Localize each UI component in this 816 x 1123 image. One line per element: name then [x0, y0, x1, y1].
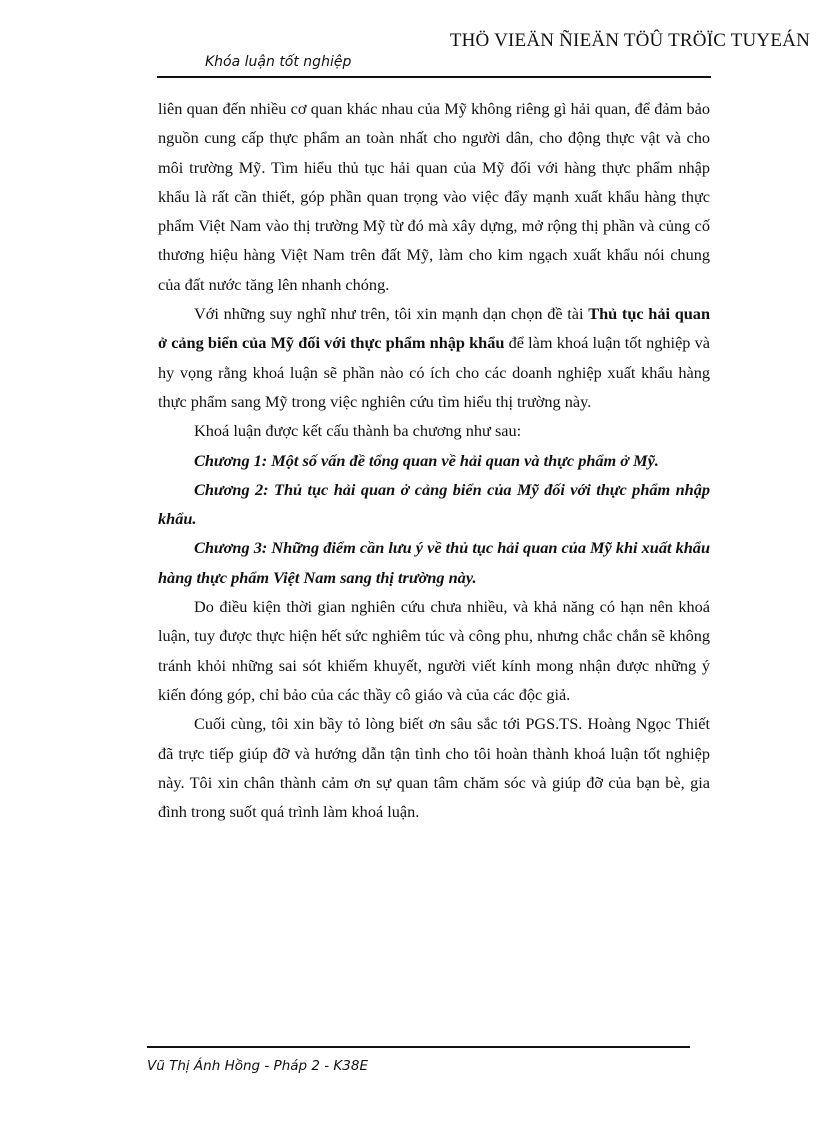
- footer-author: Vũ Thị Ánh Hồng - Pháp 2 - K38E: [147, 1058, 368, 1074]
- paragraph-2-tail: để làm khoá luận tốt nghiệp và hy vọng rằng khoá luận sẽ phần nào có ích cho các doanh nghiệp xuất khẩu hàng thực phẩm sang Mỹ trong việc nghiên cứu tìm hiểu thị trường này.: [158, 333, 710, 411]
- chapter-3-line: Chương 3: Những điểm cần lưu ý về thủ tục hải quan của Mỹ khi xuất khẩu hàng thực phẩm Việt Nam sang thị trường này.: [158, 538, 710, 587]
- paragraph-2: [158, 299, 710, 416]
- document-body: [158, 94, 710, 826]
- chapter-2-line: Chương 2: Thủ tục hải quan ở cảng biển của Mỹ đối với thực phẩm nhập khẩu.: [158, 479, 710, 529]
- header-divider: [157, 76, 711, 78]
- page-header-title: Khóa luận tốt nghiệp: [205, 54, 352, 70]
- footer-divider: [147, 1046, 690, 1048]
- paragraph-1: liên quan đến nhiều cơ quan khác nhau của Mỹ không riêng gì hải quan, để đảm bảo nguồn cung cấp thực phẩm an toàn nhất cho người dân, cho động thực vật và cho môi trường Mỹ. Tìm hiểu thủ tục hải quan của Mỹ đối với hàng thực phẩm nhập khẩu là rất cần thiết, góp phần quan trọng vào việc đẩy mạnh xuất khẩu hàng thực phẩm Việt Nam vào thị trường Mỹ từ đó mà xây dựng, mở rộng thị phần và củng cố thương hiệu hàng Việt Nam trên đất Mỹ, làm cho kim ngạch xuất khẩu nói chung của đất nước tăng lên nhanh chóng.: [158, 99, 710, 294]
- chapter-1-line: Chương 1: Một số vấn đề tổng quan về hải quan và thực phẩm ở Mỹ.: [194, 450, 659, 470]
- paragraph-5: Cuối cùng, tôi xin bầy tỏ lòng biết ơn sâu sắc tới PGS.TS. Hoàng Ngọc Thiết đã trực tiếp giúp đỡ và hướng dẫn tận tình cho tôi hoàn thành khoá luận tốt nghiệp này. Tôi xin chân thành cảm ơn sự quan tâm chăm sóc và giúp đỡ của bạn bè, gia đình trong suốt quá trình làm khoá luận.: [158, 714, 710, 822]
- paragraph-2-lead: Với những suy nghĩ như trên, tôi xin mạnh dạn chọn đề tài: [194, 304, 589, 324]
- thesis-topic: Thủ tục hải quan ở cảng biển của Mỹ đối với thực phẩm nhập khẩu: [158, 304, 710, 353]
- paragraph-3: Khoá luận được kết cấu thành ba chương như sau:: [194, 421, 522, 441]
- library-watermark: THÖ VIEÄN ÑIEÄN TÖÛ TRÖÏC TUYEÁN: [449, 30, 810, 51]
- paragraph-4: Do điều kiện thời gian nghiên cứu chưa nhiều, và khả năng có hạn nên khoá luận, tuy được thực hiện hết sức nghiêm túc và công phu, nhưng chắc chắn sẽ không tránh khỏi những sai sót khiếm khuyết, người viết kính mong nhận được những ý kiến đóng góp, chỉ bảo của các thầy cô giáo và của các độc giả.: [158, 597, 710, 704]
